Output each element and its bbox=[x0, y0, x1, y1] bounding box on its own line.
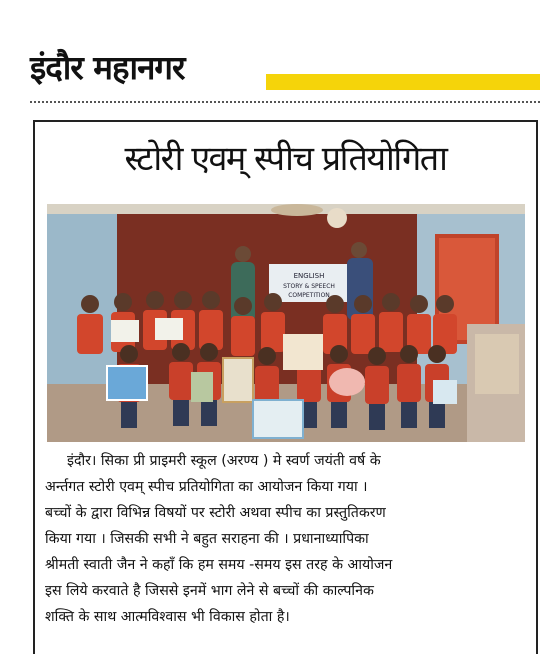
body-line: इस लिये करवाते है जिससे इनमें भाग लेने से बच्चों की काल्पनिक bbox=[45, 583, 374, 599]
svg-text:STORY & SPEECH: STORY & SPEECH bbox=[283, 283, 335, 290]
group-photo-icon bbox=[47, 204, 525, 442]
section-accent-bar bbox=[266, 74, 540, 90]
body-line: शक्ति के साथ आत्मविश्वास भी विकास होता है। bbox=[45, 609, 290, 625]
article-headline: स्टोरी एवम् स्पीच प्रतियोगिता bbox=[124, 139, 447, 179]
body-line: बच्चों के द्वारा विभिन्न विषयों पर स्टोरी अथवा स्पीच का प्रस्तुतिकरण bbox=[45, 505, 386, 521]
body-line: इंदौर। सिका प्री प्राइमरी स्कूल (अरण्य ) मे स्वर्ण जयंती वर्ष के bbox=[67, 453, 381, 469]
svg-text:COMPETITION: COMPETITION bbox=[288, 292, 330, 299]
news-article bbox=[33, 120, 538, 654]
body-line: श्रीमती स्वाती जैन ने कहाँ कि हम समय -समय इस तरह के आयोजन bbox=[45, 557, 393, 573]
dotted-divider bbox=[30, 101, 540, 103]
body-line: अर्न्तगत स्टोरी एवम् स्पीच प्रतियोगिता का आयोजन किया गया । bbox=[45, 479, 368, 495]
article-body bbox=[45, 448, 531, 630]
body-line: किया गया । जिसकी सभी ने बहुत सराहना की । प्रधानाध्यापिका bbox=[45, 531, 369, 547]
section-header bbox=[30, 46, 540, 98]
svg-text:ENGLISH: ENGLISH bbox=[293, 272, 325, 280]
article-photo bbox=[47, 204, 525, 442]
section-title: इंदौर महानगर bbox=[30, 48, 185, 87]
